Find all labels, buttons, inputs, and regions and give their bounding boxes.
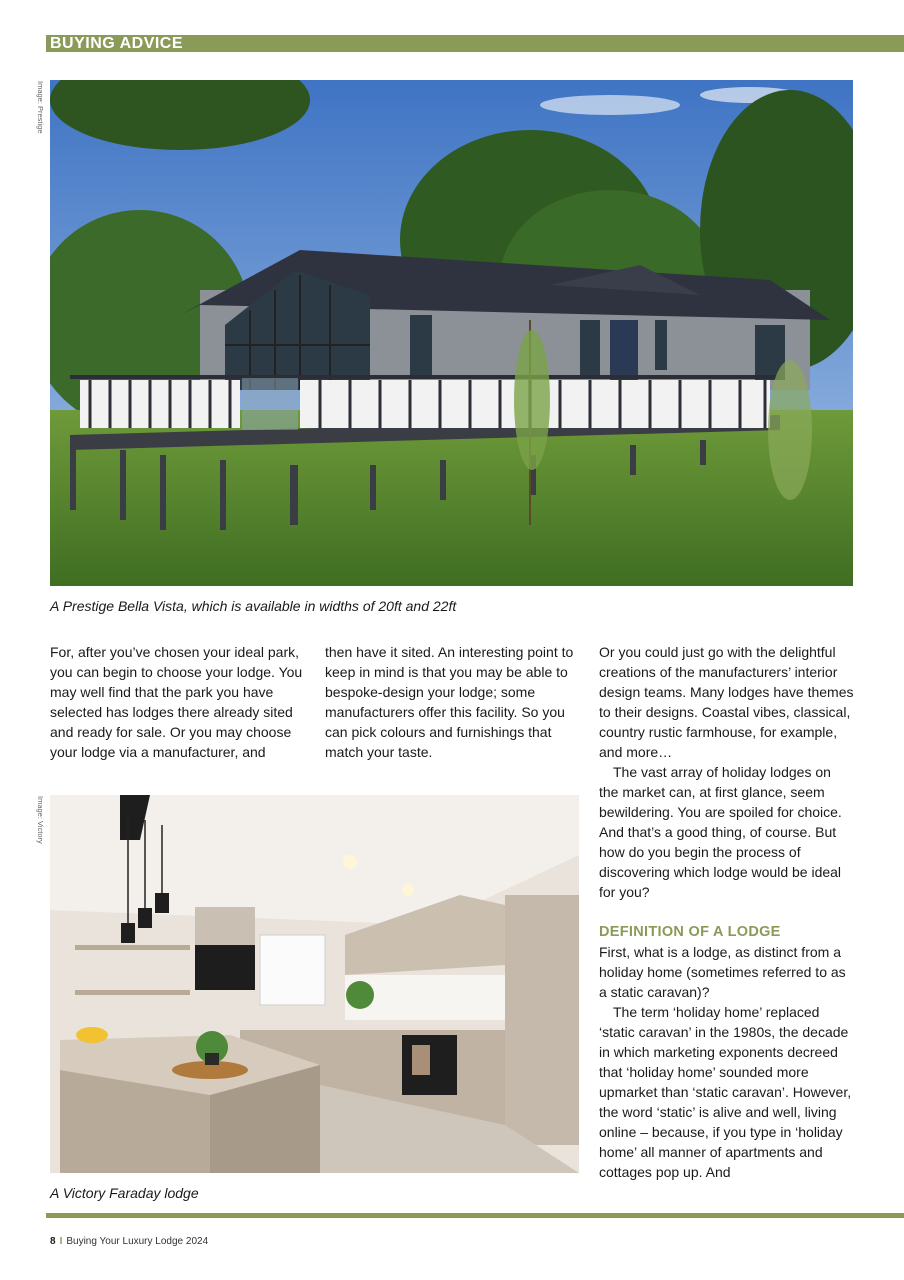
column-1 [50,642,305,762]
col3-paragraph-1: Or you could just go with the delightful creations of the manufacturers’ interior design teams. Many lodges have themes to their designs. Coastal vibes, classical, country rustic farmhouse, for example, and more… [599,644,854,760]
kitchen-illustration [50,795,579,1173]
footer-rule [46,1213,904,1218]
column-3 [599,642,854,1182]
col2-paragraph: then have it sited. An interesting point to keep in mind is that you may be able to bespoke-design your lodge; some manufacturers offer this facility. So you can pick colours and furnishings that match your taste. [325,644,574,760]
lodge-caption: A Prestige Bella Vista, which is available in widths of 20ft and 22ft [50,598,457,614]
lodge-illustration [50,80,853,586]
col3-paragraph-3: First, what is a lodge, as distinct from a holiday home (sometimes referred to as a static caravan)? [599,944,846,1000]
subheading-definition: DEFINITION OF A LODGE [599,924,781,940]
col3-paragraph-4: The term ‘holiday home’ replaced ‘static caravan’ in the 1980s, the decade in which marketing exponents decreed that ‘holiday home’ sounded more upmarket than ‘static caravan’. However, the word ‘static’ is alive and well, living online – because, if you type in ‘holiday home’ all manner of apartments and cottages pop up. And [599,1004,852,1180]
footer [50,1236,208,1247]
col1-paragraph: For, after you’ve chosen your ideal park, you can begin to choose your lodge. You may well find that the park you have selected has lodges there already sited and ready for sale. Or you may choose your lodge via a manufacturer, and [50,644,303,760]
footer-separator: I [59,1236,63,1247]
section-label: BUYING ADVICE [50,35,184,52]
page-number: 8 [50,1236,56,1247]
photo-credit-victory: Image: Victory [36,796,45,844]
kitchen-photo [50,795,579,1173]
lodge-photo [50,80,853,586]
publication-title: Buying Your Luxury Lodge 2024 [66,1236,209,1247]
kitchen-caption: A Victory Faraday lodge [50,1185,199,1201]
photo-credit-prestige: Image: Prestige [36,81,45,134]
column-2 [325,642,575,762]
col3-paragraph-2: The vast array of holiday lodges on the market can, at first glance, seem bewildering. You are spoiled for choice. And that’s a good thing, of course. But how do you begin the process of discovering which lodge would be ideal for you? [599,764,842,900]
